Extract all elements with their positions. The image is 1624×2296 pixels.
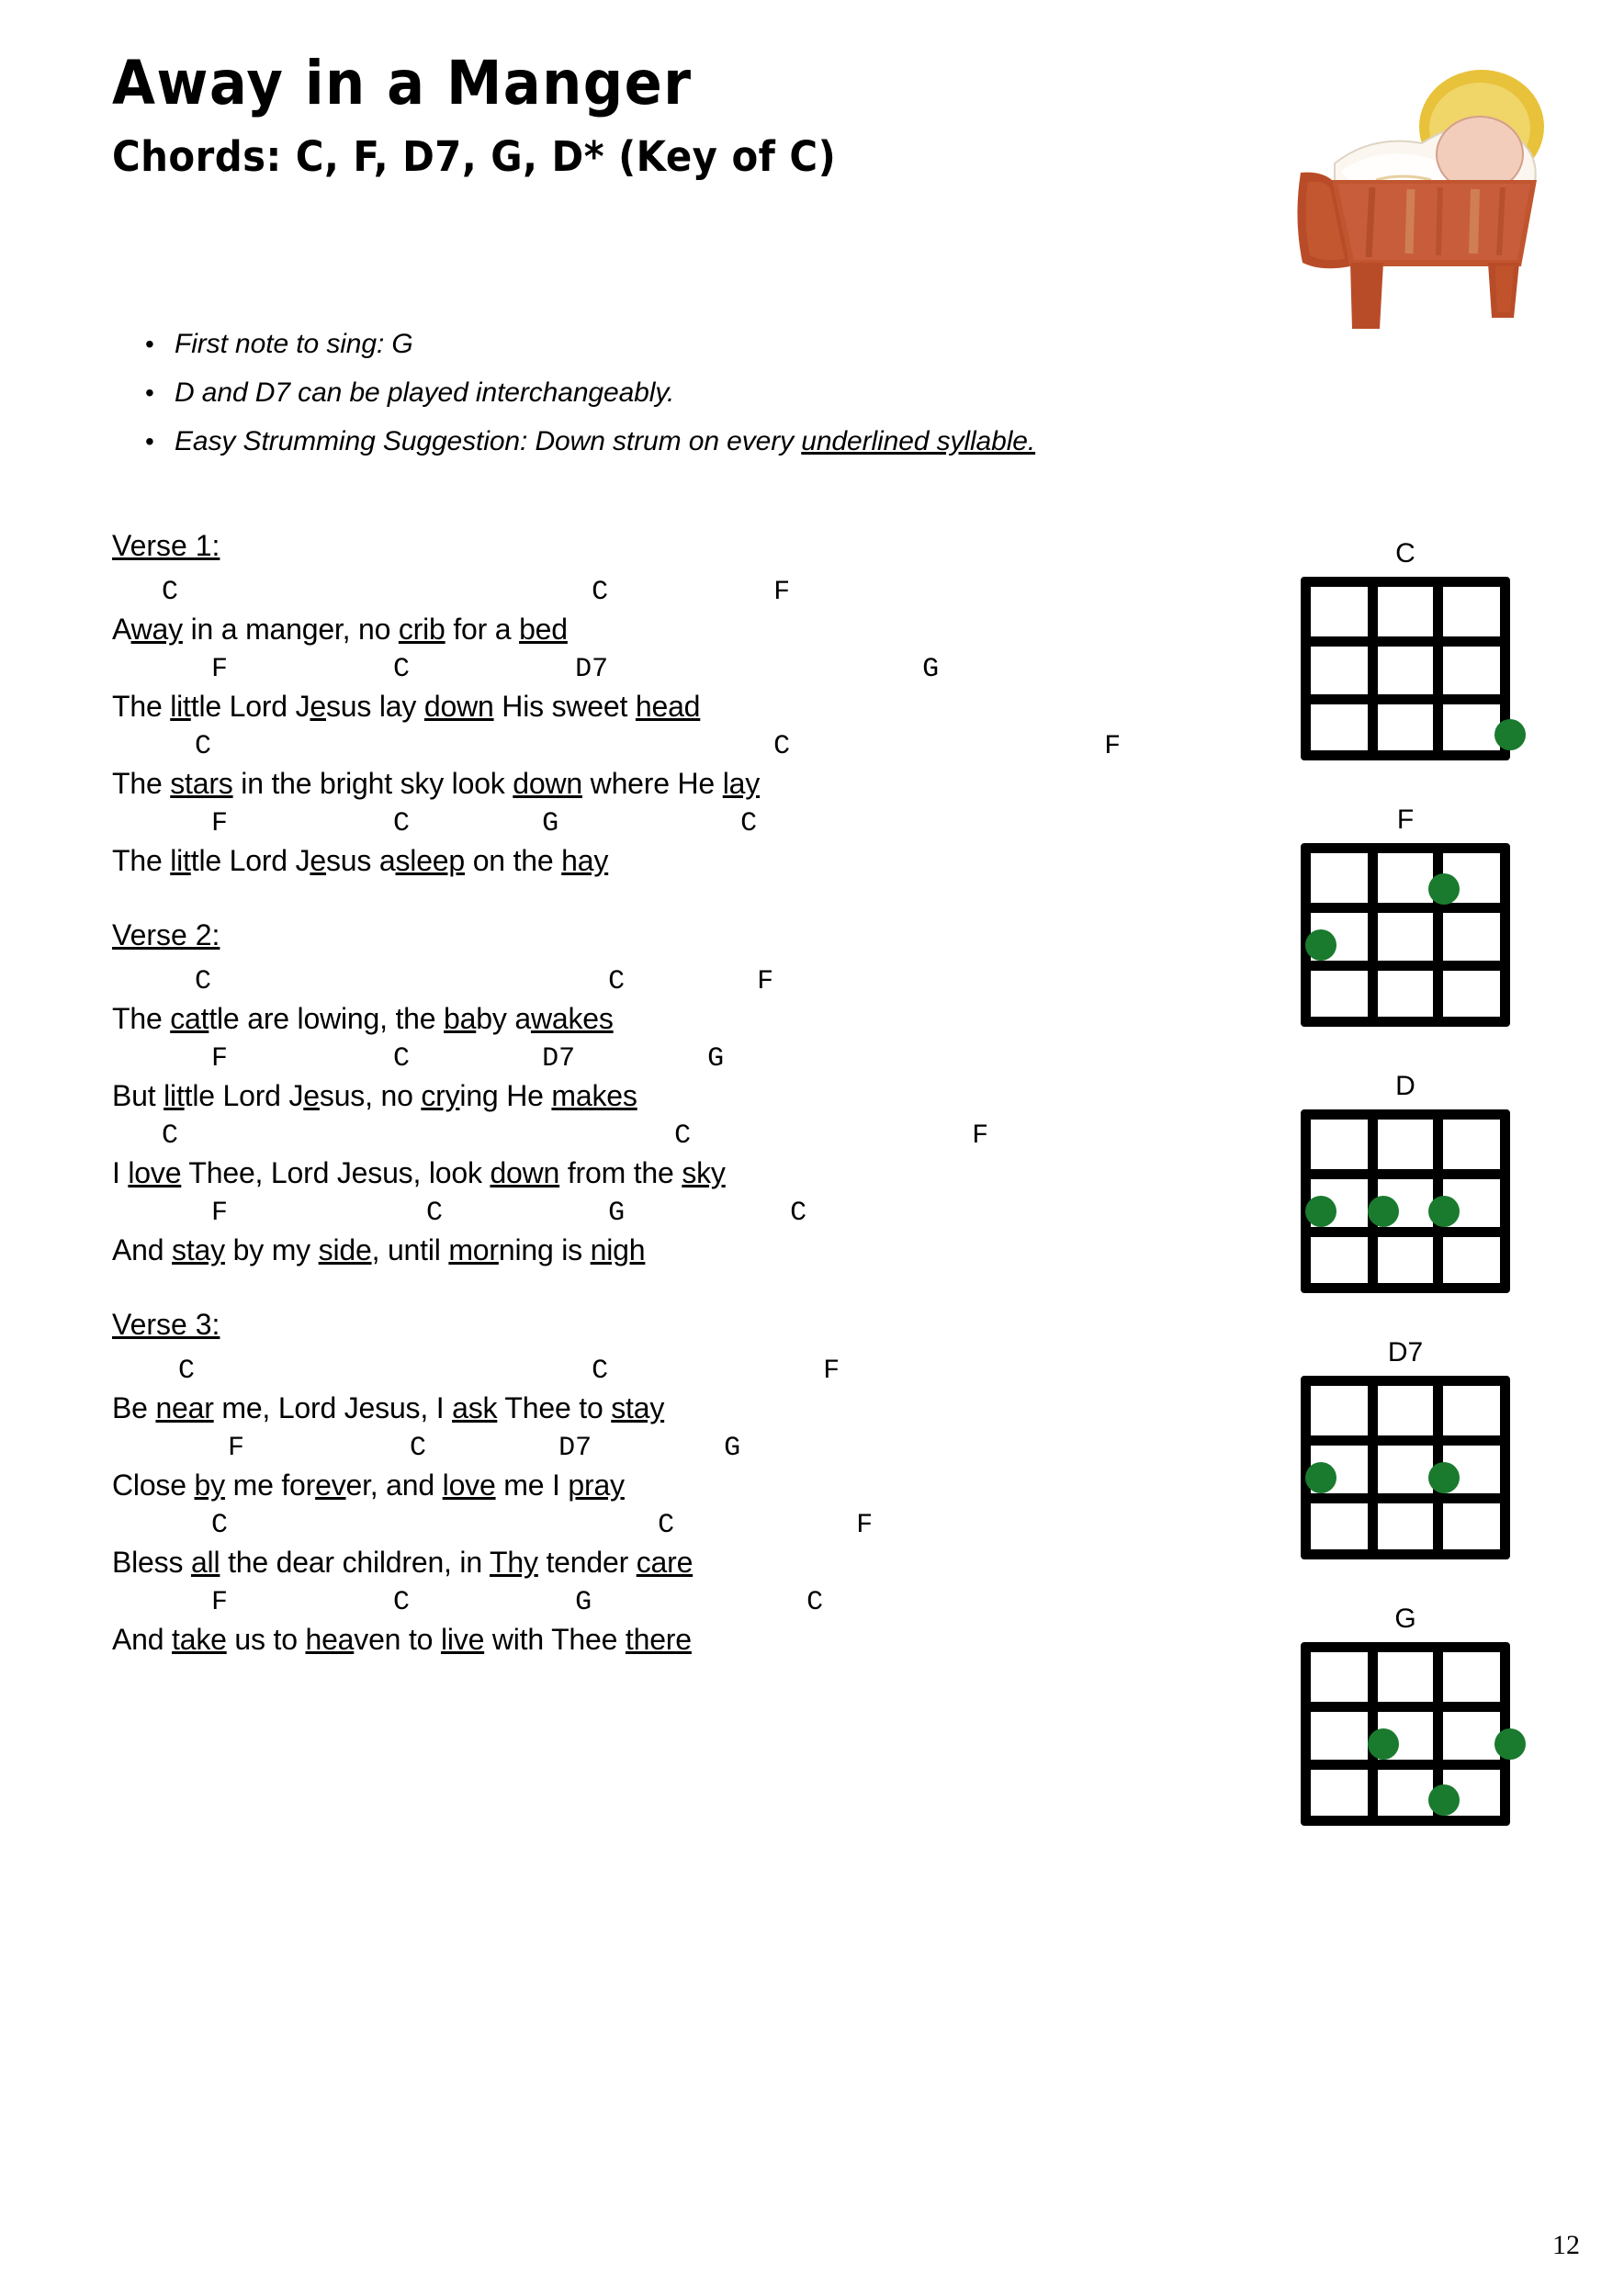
verse-label: Verse 3: <box>112 1308 220 1341</box>
verse-block <box>112 915 1168 1269</box>
note-text-underlined: underlined syllable. <box>801 426 1036 456</box>
fret-line <box>1311 1702 1500 1712</box>
finger-dot <box>1305 1196 1336 1227</box>
song-lyrics <box>112 525 1168 1694</box>
lyric-line: Close by me forever, and love me I pray <box>112 1469 625 1502</box>
verse-block <box>112 1304 1168 1659</box>
chord-diagram-d7 <box>1286 1337 1525 1559</box>
chord-line: F C D7 G <box>112 1043 725 1075</box>
fret-line <box>1311 1435 1500 1446</box>
chord-fretboard-grid <box>1301 577 1510 760</box>
chord-fretboard-grid <box>1301 843 1510 1027</box>
lyric-line: And stay by my side, until morning is nigh <box>112 1233 646 1266</box>
string-line <box>1368 587 1378 750</box>
note-item <box>138 320 1035 368</box>
finger-dot <box>1428 1196 1460 1227</box>
performance-notes-list <box>138 320 1035 466</box>
chord-line: F C D7 G <box>112 1433 741 1464</box>
lyric-line: And take us to heaven to live with Thee there <box>112 1623 692 1656</box>
note-item <box>138 368 1035 417</box>
chord-line: F C D7 G <box>112 654 940 685</box>
finger-dot <box>1428 873 1460 905</box>
chord-line: C C F <box>112 966 774 997</box>
finger-dot <box>1368 1196 1399 1227</box>
chord-diagram-c <box>1286 538 1525 760</box>
note-text: Easy Strumming Suggestion: Down strum on every <box>175 426 802 456</box>
finger-dot <box>1494 1728 1526 1760</box>
chord-line: F C G C <box>112 1198 807 1229</box>
verse-label: Verse 2: <box>112 918 220 951</box>
finger-dot <box>1428 1784 1460 1816</box>
fret-line <box>1311 1760 1500 1770</box>
string-line <box>1368 1386 1378 1549</box>
lyric-line: The little Lord Jesus lay down His sweet head <box>112 690 701 723</box>
lyric-line: The little Lord Jesus asleep on the hay <box>112 844 609 877</box>
chord-fretboard-grid <box>1301 1642 1510 1826</box>
page-number: 12 <box>1552 2230 1580 2260</box>
chord-line: C C F <box>112 577 791 608</box>
lyric-line: Be near me, Lord Jesus, I ask Thee to stay <box>112 1391 665 1424</box>
chord-line: C C F <box>112 1356 840 1387</box>
fret-line <box>1311 1169 1500 1179</box>
note-text: First note to sing: G <box>175 329 413 359</box>
fret-line <box>1311 694 1500 704</box>
chord-fretboard-grid <box>1301 1376 1510 1559</box>
fret-line <box>1311 636 1500 647</box>
chord-diagram-label: F <box>1396 805 1415 835</box>
chords-subtitle: Chords: C, F, D7, G, D* (Key of C) <box>112 132 837 181</box>
fret-line <box>1311 961 1500 971</box>
lyric-line: Away in a manger, no crib for a bed <box>112 613 568 646</box>
fret-line <box>1311 1227 1500 1237</box>
chord-diagram-g <box>1286 1604 1525 1826</box>
chord-diagram-label: D7 <box>1387 1337 1424 1367</box>
lyric-line: The stars in the bright sky look down where He lay <box>112 767 761 800</box>
verse-label: Verse 1: <box>112 529 220 562</box>
lyric-line: But little Lord Jesus, no crying He makes <box>112 1079 637 1112</box>
string-line <box>1433 587 1443 750</box>
fret-line <box>1311 903 1500 913</box>
lyric-line: The cattle are lowing, the baby awakes <box>112 1002 614 1035</box>
finger-dot <box>1305 1462 1336 1493</box>
lyric-line: Bless all the dear children, in Thy tender care <box>112 1546 694 1579</box>
fret-line <box>1311 1493 1500 1503</box>
string-line <box>1368 853 1378 1017</box>
chord-fretboard-grid <box>1301 1109 1510 1293</box>
note-item <box>138 417 1035 466</box>
verse-block <box>112 525 1168 880</box>
finger-dot <box>1428 1462 1460 1493</box>
chord-line: F C G C <box>112 808 758 839</box>
chord-diagram-column <box>1286 538 1525 1870</box>
chord-line: C C F <box>112 1120 989 1152</box>
chord-diagram-label: G <box>1394 1604 1416 1634</box>
chord-diagram-f <box>1286 805 1525 1027</box>
chord-line: C C F <box>112 731 1122 762</box>
page-title: Away in a Manger <box>112 48 693 118</box>
finger-dot <box>1494 719 1526 750</box>
chord-diagram-d <box>1286 1071 1525 1293</box>
chord-line: C C F <box>112 1510 874 1541</box>
chord-diagram-label: D <box>1395 1071 1415 1101</box>
finger-dot <box>1368 1728 1399 1760</box>
manger-illustration <box>1284 26 1560 329</box>
lyric-line: I love Thee, Lord Jesus, look down from the sky <box>112 1156 726 1189</box>
note-text: D and D7 can be played interchangeably. <box>175 377 675 408</box>
chord-line: F C G C <box>112 1587 824 1618</box>
chord-diagram-label: C <box>1395 538 1415 568</box>
finger-dot <box>1305 929 1336 961</box>
